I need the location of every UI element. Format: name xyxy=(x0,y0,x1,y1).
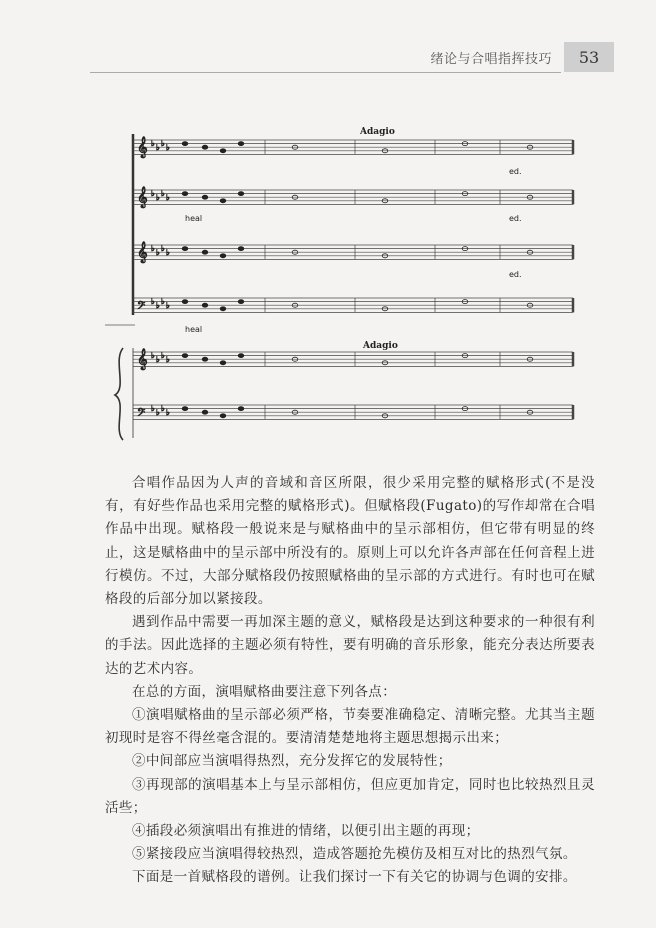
flat-icon: ♭ xyxy=(151,189,155,198)
note-head xyxy=(202,195,208,199)
header-rule xyxy=(90,72,561,73)
flat-icon: ♭ xyxy=(161,404,165,413)
note-head xyxy=(202,357,208,361)
note-head xyxy=(238,354,244,358)
flat-icon: ♭ xyxy=(156,248,160,257)
flat-icon: ♭ xyxy=(151,139,155,148)
note-head xyxy=(220,361,226,365)
bass-clef-icon: 𝄢 xyxy=(137,300,146,315)
note-head xyxy=(182,354,188,358)
note-head xyxy=(220,414,226,418)
flat-icon: ♭ xyxy=(166,408,170,417)
body-text xyxy=(105,472,595,890)
lyric-soprano-end: ed. xyxy=(509,167,522,176)
note-head xyxy=(238,192,244,196)
page-header xyxy=(0,0,656,90)
note-head xyxy=(182,407,188,411)
note-head xyxy=(182,142,188,146)
lyric-alto-start: heal xyxy=(185,214,203,223)
flat-icon: ♭ xyxy=(166,193,170,202)
flat-icon: ♭ xyxy=(161,297,165,306)
note-head xyxy=(238,300,244,304)
note-head xyxy=(202,250,208,254)
flat-icon: ♭ xyxy=(151,297,155,306)
flat-icon: ♭ xyxy=(166,248,170,257)
paragraph: ①演唱赋格曲的呈示部必须严格，节奏要准确稳定、清晰完整。尤其当主题初现时是容不得丝毫含混的。要清清楚楚地将主题思想揭示出来； xyxy=(105,707,595,747)
treble-clef-icon: 𝄞 xyxy=(137,187,148,208)
paragraph: 遇到作品中需要一再加深主题的意义，赋格段是达到这种要求的一种很有利的手法。因此选择的主题必须有特性，要有明确的音乐形象，能充分表达所要表达的艺术内容。 xyxy=(105,614,595,677)
note-head xyxy=(182,300,188,304)
paragraph: ②中间部应当演唱得热烈，充分发挥它的发展特性； xyxy=(132,753,452,770)
bass-clef-icon: 𝄢 xyxy=(137,407,146,422)
note-head xyxy=(182,192,188,196)
note-head xyxy=(182,247,188,251)
lyric-tenor-end: ed. xyxy=(509,270,522,279)
note-head xyxy=(238,142,244,146)
treble-clef-icon: 𝄞 xyxy=(137,242,148,263)
flat-icon: ♭ xyxy=(161,139,165,148)
paragraph: ③再现部的演唱基本上与呈示部相仿，但应更加肯定，同时也比较热烈且灵活些； xyxy=(105,776,595,816)
flat-icon: ♭ xyxy=(151,404,155,413)
flat-icon: ♭ xyxy=(156,193,160,202)
treble-clef-icon: 𝄞 xyxy=(137,137,148,158)
paragraph: ⑤紧接段应当演唱得较热烈，造成答题抢先模仿及相互对比的热烈气氛。 xyxy=(132,846,577,863)
flat-icon: ♭ xyxy=(156,355,160,364)
lyric-bass-start: heal xyxy=(185,325,203,334)
note-head xyxy=(202,145,208,149)
note-head xyxy=(220,254,226,258)
flat-icon: ♭ xyxy=(166,143,170,152)
flat-icon: ♭ xyxy=(166,301,170,310)
paragraph: ④插段必须演唱出有推进的情绪，以便引出主题的再现； xyxy=(132,823,480,840)
note-head xyxy=(238,247,244,251)
paragraph: 在总的方面，演唱赋格曲要注意下列各点： xyxy=(132,683,397,700)
note-head xyxy=(220,199,226,203)
flat-icon: ♭ xyxy=(161,189,165,198)
running-title: 绪论与合唱指挥技巧 xyxy=(430,52,552,67)
flat-icon: ♭ xyxy=(166,355,170,364)
note-head xyxy=(202,410,208,414)
tempo-piano: Adagio xyxy=(363,341,398,351)
flat-icon: ♭ xyxy=(156,408,160,417)
note-head xyxy=(238,407,244,411)
note-head xyxy=(220,307,226,311)
tempo-vocal: Adagio xyxy=(360,127,395,137)
flat-icon: ♭ xyxy=(161,351,165,360)
treble-clef-icon: 𝄞 xyxy=(137,349,148,370)
flat-icon: ♭ xyxy=(151,244,155,253)
note-head xyxy=(202,303,208,307)
music-score xyxy=(105,120,595,450)
lyric-alto-end: ed. xyxy=(509,214,522,223)
page-number: 53 xyxy=(564,42,614,72)
flat-icon: ♭ xyxy=(156,301,160,310)
flat-icon: ♭ xyxy=(151,351,155,360)
paragraph: 合唱作品因为人声的音域和音区所限，很少采用完整的赋格形式(不是没有，有好些作品也采用完整的赋格形式)。但赋格段(Fugato)的写作却常在合唱作品中出现。赋格段一般说来是与赋格曲中的呈示部相仿，但它带有明显的终止，这是赋格曲中的呈示部中所没有的。原则上可以允许各声部在任何音程上进行模仿。不过，大部分赋格段仍按照赋格曲的呈示部的方式进行。有时也可在赋格段的后部分加以紧接段。 xyxy=(105,475,595,608)
paragraph: 下面是一首赋格段的谱例。让我们探讨一下有关它的协调与色调的安排。 xyxy=(132,869,577,886)
note-head xyxy=(220,149,226,153)
flat-icon: ♭ xyxy=(161,244,165,253)
flat-icon: ♭ xyxy=(156,143,160,152)
